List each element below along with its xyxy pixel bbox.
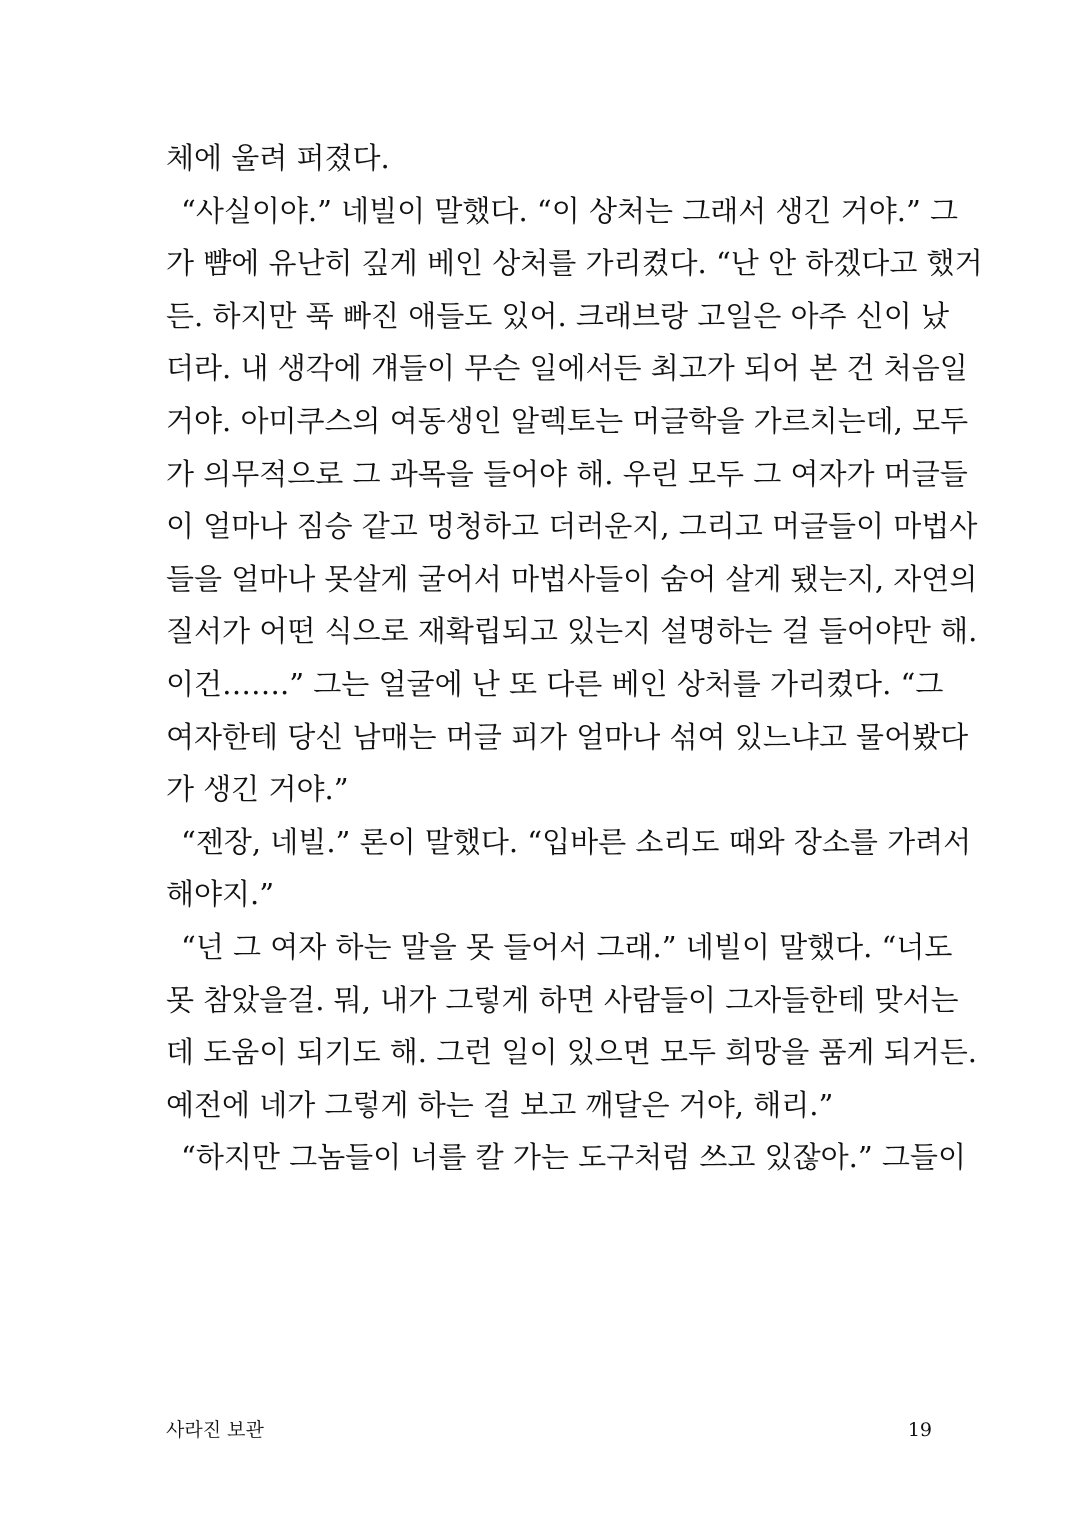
text-line: 예전에 네가 그렇게 하는 걸 보고 깨달은 거야, 해리.” [166, 1087, 834, 1122]
text-line: 거야. 아미쿠스의 여동생인 알렉토는 머글학을 가르치는데, 모두 [166, 403, 969, 438]
text-line: 여자한테 당신 남매는 머글 피가 얼마나 섞여 있느냐고 물어봤다 [166, 719, 969, 754]
page-number: 19 [907, 1419, 932, 1441]
text-line: 이건…….” 그는 얼굴에 난 또 다른 베인 상처를 가리켰다. “그 [166, 666, 944, 701]
running-footer-title: 사라진 보관 [166, 1419, 264, 1441]
text-line: 데 도움이 되기도 해. 그런 일이 있으면 모두 희망을 품게 되거든. [166, 1035, 977, 1070]
text-line: 든. 하지만 푹 빠진 애들도 있어. 크래브랑 고일은 아주 신이 났 [166, 298, 949, 333]
text-line: “넌 그 여자 하는 말을 못 들어서 그래.” 네빌이 말했다. “너도 [181, 929, 953, 964]
text-line: 체에 울려 퍼졌다. [166, 141, 390, 175]
text-line: 질서가 어떤 식으로 재확립되고 있는지 설명하는 걸 들어야만 해. [166, 614, 978, 649]
text-line: 더라. 내 생각에 걔들이 무슨 일에서든 최고가 되어 본 건 처음일 [166, 351, 968, 386]
text-line: “하지만 그놈들이 너를 칼 가는 도구처럼 쓰고 있잖아.” 그들이 [181, 1140, 966, 1175]
text-line: 이 얼마나 짐승 같고 멍청하고 더러운지, 그리고 머글들이 마법사 [166, 509, 978, 544]
text-line: “사실이야.” 네빌이 말했다. “이 상처는 그래서 생긴 거야.” 그 [181, 193, 959, 228]
text-line: 가 생긴 거야.” [166, 772, 349, 807]
text-line: 가 뺨에 유난히 깊게 베인 상처를 가리켰다. “난 안 하겠다고 했거 [166, 246, 983, 281]
text-line: 해야지.” [166, 877, 275, 912]
body-text [166, 132, 983, 1184]
text-line: 들을 얼마나 못살게 굴어서 마법사들이 숨어 살게 됐는지, 자연의 [166, 561, 978, 596]
text-line: 못 참았을걸. 뭐, 내가 그렇게 하면 사람들이 그자들한테 맞서는 [166, 982, 959, 1017]
text-line: “젠장, 네빌.” 론이 말했다. “입바른 소리도 때와 장소를 가려서 [181, 824, 972, 859]
text-line: 가 의무적으로 그 과목을 들어야 해. 우린 모두 그 여자가 머글들 [166, 456, 968, 491]
